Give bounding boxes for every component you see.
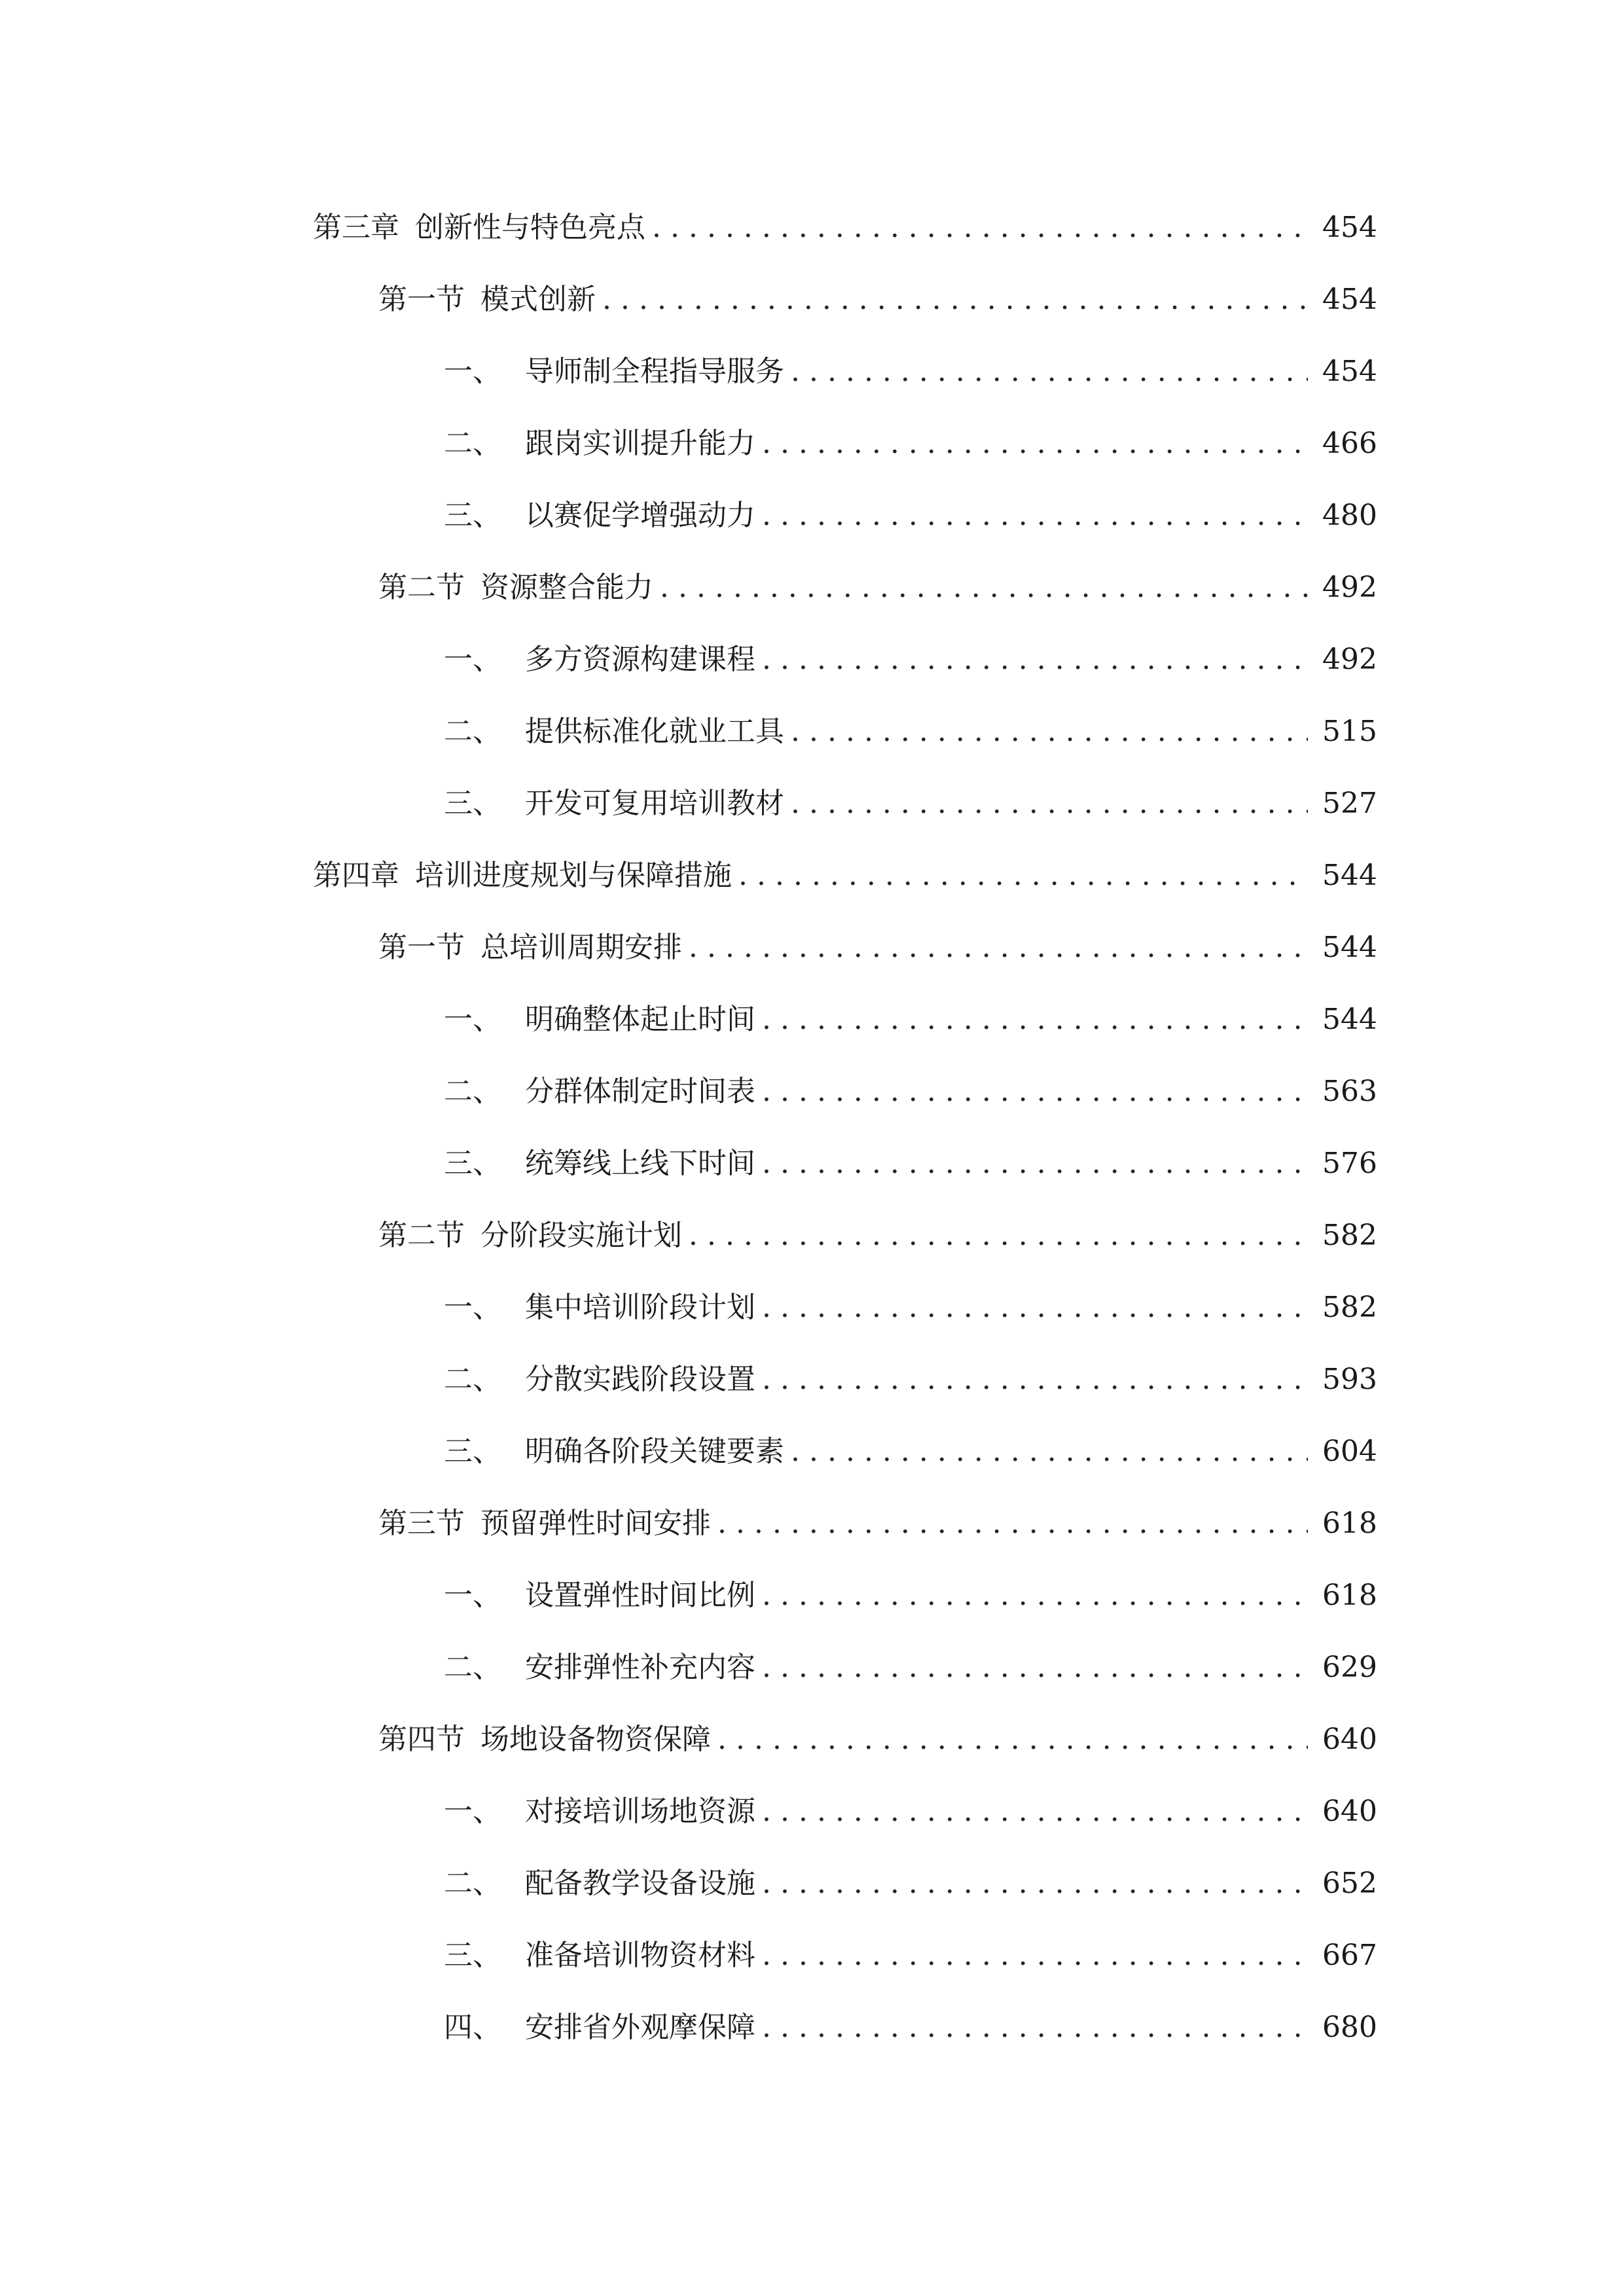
toc-entry-number: 一、 — [444, 1291, 501, 1324]
toc-entry-page: 652 — [1322, 1867, 1377, 1900]
toc-entry-section[interactable] — [378, 1713, 1375, 1766]
toc-entry-number: 二、 — [444, 1075, 501, 1108]
toc-entry-item[interactable] — [444, 1138, 1375, 1190]
toc-entry-item[interactable] — [444, 1066, 1375, 1118]
toc-entry-page: 582 — [1322, 1291, 1377, 1324]
toc-entry-page: 604 — [1322, 1435, 1377, 1468]
toc-entry-number: 第四章 — [313, 859, 399, 892]
toc-entry-page: 629 — [1322, 1651, 1377, 1684]
toc-entry-chapter-3[interactable] — [313, 202, 1375, 254]
toc-entry-page: 618 — [1322, 1507, 1377, 1540]
toc-entry-number: 一、 — [444, 1795, 501, 1828]
toc-entry-title: 资源整合能力 — [480, 571, 653, 604]
toc-entry-title: 开发可复用培训教材 — [525, 787, 784, 820]
toc-entry-page: 618 — [1322, 1579, 1377, 1612]
toc-entry-number: 二、 — [444, 715, 501, 748]
toc-entry-title: 分群体制定时间表 — [525, 1075, 755, 1108]
toc-entry-number: 二、 — [444, 1651, 501, 1684]
toc-entry-page: 492 — [1322, 571, 1377, 604]
toc-leader-dots — [762, 1641, 1308, 1694]
toc-entry-title: 明确整体起止时间 — [525, 1003, 755, 1036]
toc-entry-title: 设置弹性时间比例 — [525, 1579, 755, 1612]
toc-entry-number: 第二节 — [378, 571, 465, 604]
toc-leader-dots — [791, 706, 1308, 758]
toc-entry-title: 准备培训物资材料 — [525, 1939, 755, 1972]
toc-entry-title: 分阶段实施计划 — [480, 1219, 682, 1252]
toc-leader-dots — [689, 922, 1308, 974]
toc-entry-item[interactable] — [444, 1426, 1375, 1478]
toc-entry-item[interactable] — [444, 1282, 1375, 1334]
toc-entry-page: 466 — [1322, 427, 1377, 460]
toc-entry-title: 培训进度规划与保障措施 — [415, 859, 732, 892]
toc-entry-number: 三、 — [444, 1939, 501, 1972]
toc-entry-page: 527 — [1322, 787, 1377, 820]
toc-entry-item[interactable] — [444, 994, 1375, 1046]
toc-leader-dots — [791, 778, 1308, 830]
toc-entry-section[interactable] — [378, 1210, 1375, 1262]
toc-entry-number: 二、 — [444, 1867, 501, 1900]
toc-leader-dots — [791, 346, 1308, 398]
toc-entry-title: 跟岗实训提升能力 — [525, 427, 755, 460]
toc-entry-page: 454 — [1322, 283, 1377, 316]
toc-entry-title: 导师制全程指导服务 — [525, 355, 784, 388]
toc-entry-item[interactable] — [444, 634, 1375, 686]
toc-entry-item[interactable] — [444, 1857, 1375, 1910]
toc-entry-chapter-4[interactable] — [313, 850, 1375, 902]
toc-entry-page: 640 — [1322, 1795, 1377, 1828]
toc-leader-dots — [652, 202, 1308, 254]
toc-leader-dots — [762, 634, 1308, 686]
toc-leader-dots — [717, 1498, 1308, 1550]
toc-entry-number: 第一节 — [378, 283, 465, 316]
toc-entry-title: 以赛促学增强动力 — [525, 499, 755, 532]
toc-entry-title: 多方资源构建课程 — [525, 643, 755, 676]
toc-leader-dots — [602, 274, 1308, 326]
toc-entry-number: 一、 — [444, 643, 501, 676]
toc-entry-number: 二、 — [444, 1363, 501, 1396]
toc-entry-page: 593 — [1322, 1363, 1377, 1396]
toc-entry-section[interactable] — [378, 1498, 1375, 1550]
toc-leader-dots — [762, 1929, 1308, 1982]
toc-entry-title: 场地设备物资保障 — [480, 1723, 711, 1756]
toc-entry-title: 明确各阶段关键要素 — [525, 1435, 784, 1468]
toc-entry-page: 492 — [1322, 643, 1377, 676]
toc-entry-number: 一、 — [444, 1003, 501, 1036]
toc-entry-number: 三、 — [444, 787, 501, 820]
toc-entry-item[interactable] — [444, 346, 1375, 398]
toc-entry-title: 创新性与特色亮点 — [415, 211, 645, 244]
toc-entry-title: 配备教学设备设施 — [525, 1867, 755, 1900]
toc-entry-page: 515 — [1322, 715, 1377, 748]
toc-leader-dots — [660, 562, 1308, 614]
toc-entry-number: 第一节 — [378, 931, 465, 964]
toc-entry-item[interactable] — [444, 2001, 1375, 2054]
toc-entry-page: 667 — [1322, 1939, 1377, 1972]
toc-leader-dots — [762, 1857, 1308, 1910]
toc-entry-item[interactable] — [444, 778, 1375, 830]
toc-entry-title: 模式创新 — [480, 283, 596, 316]
toc-entry-page: 544 — [1322, 859, 1377, 892]
toc-entry-number: 三、 — [444, 1147, 501, 1180]
toc-entry-number: 二、 — [444, 427, 501, 460]
toc-entry-item[interactable] — [444, 418, 1375, 470]
toc-leader-dots — [762, 418, 1308, 470]
toc-entry-item[interactable] — [444, 1929, 1375, 1982]
toc-entry-number: 第二节 — [378, 1219, 465, 1252]
toc-entry-page: 544 — [1322, 931, 1377, 964]
toc-entry-page: 680 — [1322, 2011, 1377, 2044]
toc-entry-page: 480 — [1322, 499, 1377, 532]
toc-entry-section[interactable] — [378, 562, 1375, 614]
toc-entry-title: 统筹线上线下时间 — [525, 1147, 755, 1180]
toc-leader-dots — [717, 1713, 1308, 1766]
toc-leader-dots — [762, 1354, 1308, 1406]
toc-entry-page: 563 — [1322, 1075, 1377, 1108]
toc-leader-dots — [762, 994, 1308, 1046]
toc-leader-dots — [762, 1570, 1308, 1622]
toc-entry-number: 三、 — [444, 1435, 501, 1468]
toc-entry-number: 第三章 — [313, 211, 399, 244]
toc-entry-title: 总培训周期安排 — [480, 931, 682, 964]
toc-entry-title: 安排弹性补充内容 — [525, 1651, 755, 1684]
toc-leader-dots — [791, 1426, 1308, 1478]
toc-leader-dots — [762, 1785, 1308, 1838]
toc-entry-page: 640 — [1322, 1723, 1377, 1756]
toc-entry-title: 安排省外观摩保障 — [525, 2011, 755, 2044]
toc-entry-page: 576 — [1322, 1147, 1377, 1180]
toc-leader-dots — [762, 490, 1308, 542]
toc-entry-title: 对接培训场地资源 — [525, 1795, 755, 1828]
toc-entry-number: 四、 — [444, 2011, 501, 2044]
toc-entry-item[interactable] — [444, 1570, 1375, 1622]
toc-entry-title: 分散实践阶段设置 — [525, 1363, 755, 1396]
toc-entry-page: 454 — [1322, 355, 1377, 388]
toc-leader-dots — [738, 850, 1308, 902]
toc-leader-dots — [762, 1282, 1308, 1334]
toc-leader-dots — [762, 2001, 1308, 2054]
toc-leader-dots — [762, 1066, 1308, 1118]
toc-leader-dots — [689, 1210, 1308, 1262]
toc-entry-title: 预留弹性时间安排 — [480, 1507, 711, 1540]
toc-entry-title: 集中培训阶段计划 — [525, 1291, 755, 1324]
toc-entry-item[interactable] — [444, 1785, 1375, 1838]
toc-entry-number: 三、 — [444, 499, 501, 532]
toc-entry-number: 第四节 — [378, 1723, 465, 1756]
toc-entry-item[interactable] — [444, 1641, 1375, 1694]
toc-entry-page: 544 — [1322, 1003, 1377, 1036]
toc-entry-number: 第三节 — [378, 1507, 465, 1540]
toc-entry-item[interactable] — [444, 1354, 1375, 1406]
toc-entry-title: 提供标准化就业工具 — [525, 715, 784, 748]
toc-leader-dots — [762, 1138, 1308, 1190]
toc-entry-section[interactable] — [378, 274, 1375, 326]
toc-entry-item[interactable] — [444, 490, 1375, 542]
toc-entry-item[interactable] — [444, 706, 1375, 758]
toc-entry-number: 一、 — [444, 355, 501, 388]
toc-entry-page: 582 — [1322, 1219, 1377, 1252]
toc-entry-number: 一、 — [444, 1579, 501, 1612]
toc-entry-page: 454 — [1322, 211, 1377, 244]
toc-entry-section[interactable] — [378, 922, 1375, 974]
